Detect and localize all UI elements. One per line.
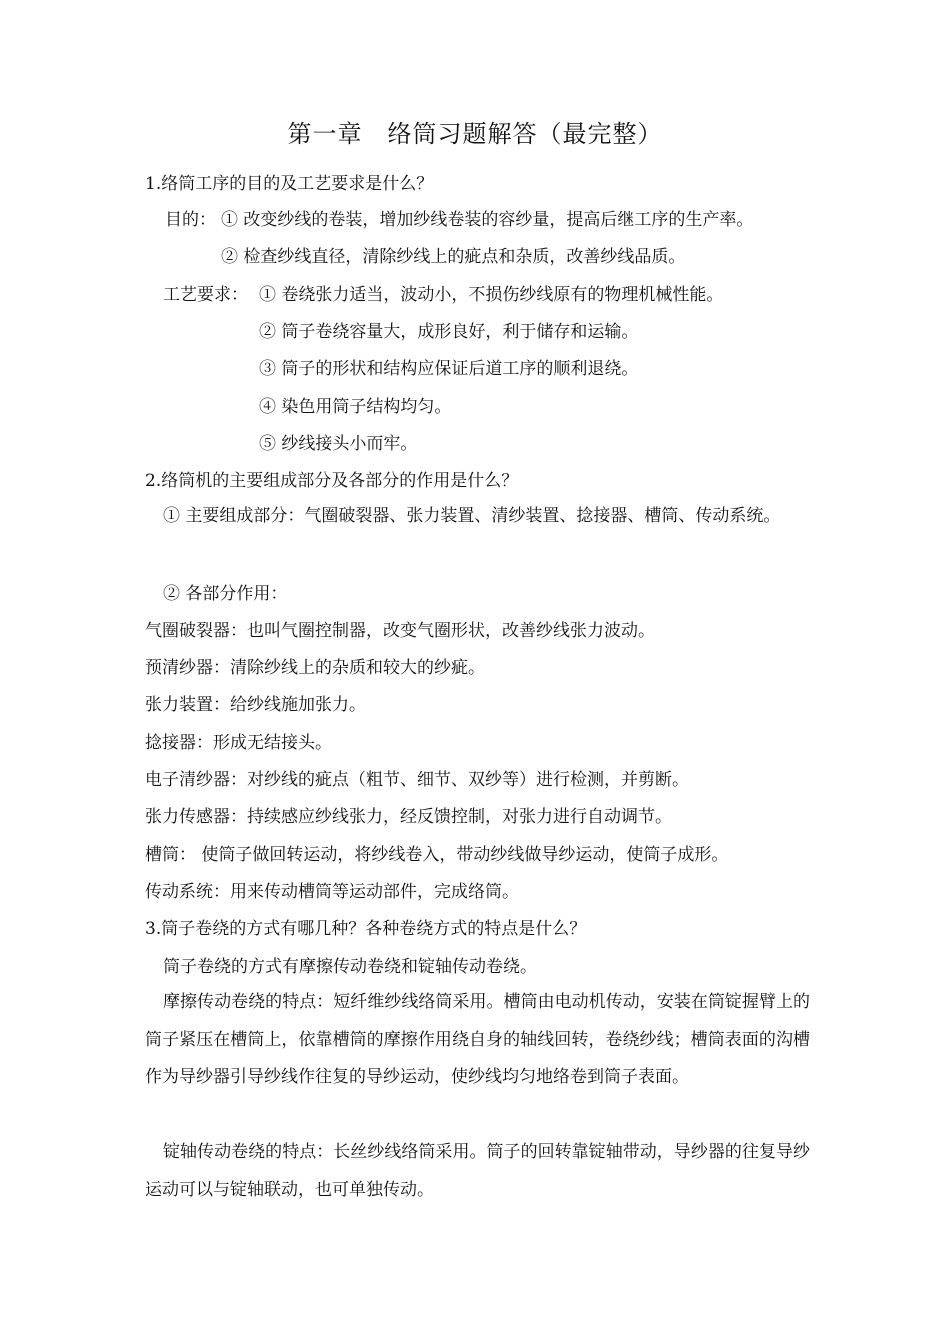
function-splicer: 捻接器：形成无结接头。 [145, 733, 332, 753]
function-balloon-breaker: 气圈破裂器：也叫气圈控制器，改变气圈形状，改善纱线张力波动。 [145, 621, 655, 641]
requirement-item-5: ⑤ 纱线接头小而牢。 [259, 434, 418, 454]
purpose-label: 目的： [165, 210, 216, 230]
function-grooved-drum: 槽筒： 使筒子做回转运动，将纱线卷入，带动纱线做导纱运动，使筒子成形。 [145, 845, 729, 865]
spindle-winding-paragraph: 锭轴传动卷绕的特点：长丝纱线络筒采用。筒子的回转靠锭轴带动，导纱器的往复导纱运动可以与锭轴联动，也可单独传动。 [145, 1142, 810, 1200]
function-tension-device: 张力装置：给纱线施加张力。 [145, 695, 366, 715]
purpose-item-2: ② 检查纱线直径，清除纱线上的疵点和杂质，改善纱线品质。 [221, 247, 686, 267]
function-drive-system: 传动系统：用来传动槽筒等运动部件，完成络筒。 [145, 882, 519, 902]
function-pre-clearer: 预清纱器：清除纱线上的杂质和较大的纱疵。 [145, 658, 485, 678]
functions-label: ② 各部分作用： [163, 584, 288, 604]
winding-intro: 筒子卷绕的方式有摩擦传动卷绕和锭轴传动卷绕。 [163, 957, 537, 977]
requirement-item-1: ① 卷绕张力适当，波动小，不损伤纱线原有的物理机械性能。 [259, 285, 724, 305]
chapter-title: 第一章 络筒习题解答（最完整） [287, 120, 663, 148]
function-electronic-clearer: 电子清纱器：对纱线的疵点（粗节、细节、双纱等）进行检测，并剪断。 [145, 770, 689, 790]
question-2: 2.络筒机的主要组成部分及各部分的作用是什么？ [145, 471, 519, 491]
requirements-label: 工艺要求： [163, 285, 248, 305]
question-1: 1.络筒工序的目的及工艺要求是什么？ [145, 174, 434, 194]
requirement-item-2: ② 筒子卷绕容量大，成形良好，利于储存和运输。 [259, 322, 639, 342]
question-3: 3.筒子卷绕的方式有哪几种？各种卷绕方式的特点是什么？ [145, 919, 587, 939]
friction-winding-paragraph: 摩擦传动卷绕的特点：短纤维纱线络筒采用。槽筒由电动机传动，安装在筒锭握臂上的筒子紧压在槽筒上，依靠槽筒的摩擦作用绕自身的轴线回转，卷绕纱线；槽筒表面的沟槽作为导纱器引导纱线作往复的导纱运动，使纱线均匀地络卷到筒子表面。 [145, 992, 810, 1087]
purpose-item-1: ① 改变纱线的卷装，增加纱线卷装的容纱量，提高后继工序的生产率。 [221, 210, 754, 230]
requirement-item-4: ④ 染色用筒子结构均匀。 [259, 397, 452, 417]
function-tension-sensor: 张力传感器：持续感应纱线张力，经反馈控制，对张力进行自动调节。 [145, 807, 672, 827]
components-paragraph: ① 主要组成部分：气圈破裂器、张力装置、清纱装置、捻接器、槽筒、传动系统。 [163, 506, 781, 526]
requirement-item-3: ③ 筒子的形状和结构应保证后道工序的顺利退绕。 [259, 359, 639, 379]
